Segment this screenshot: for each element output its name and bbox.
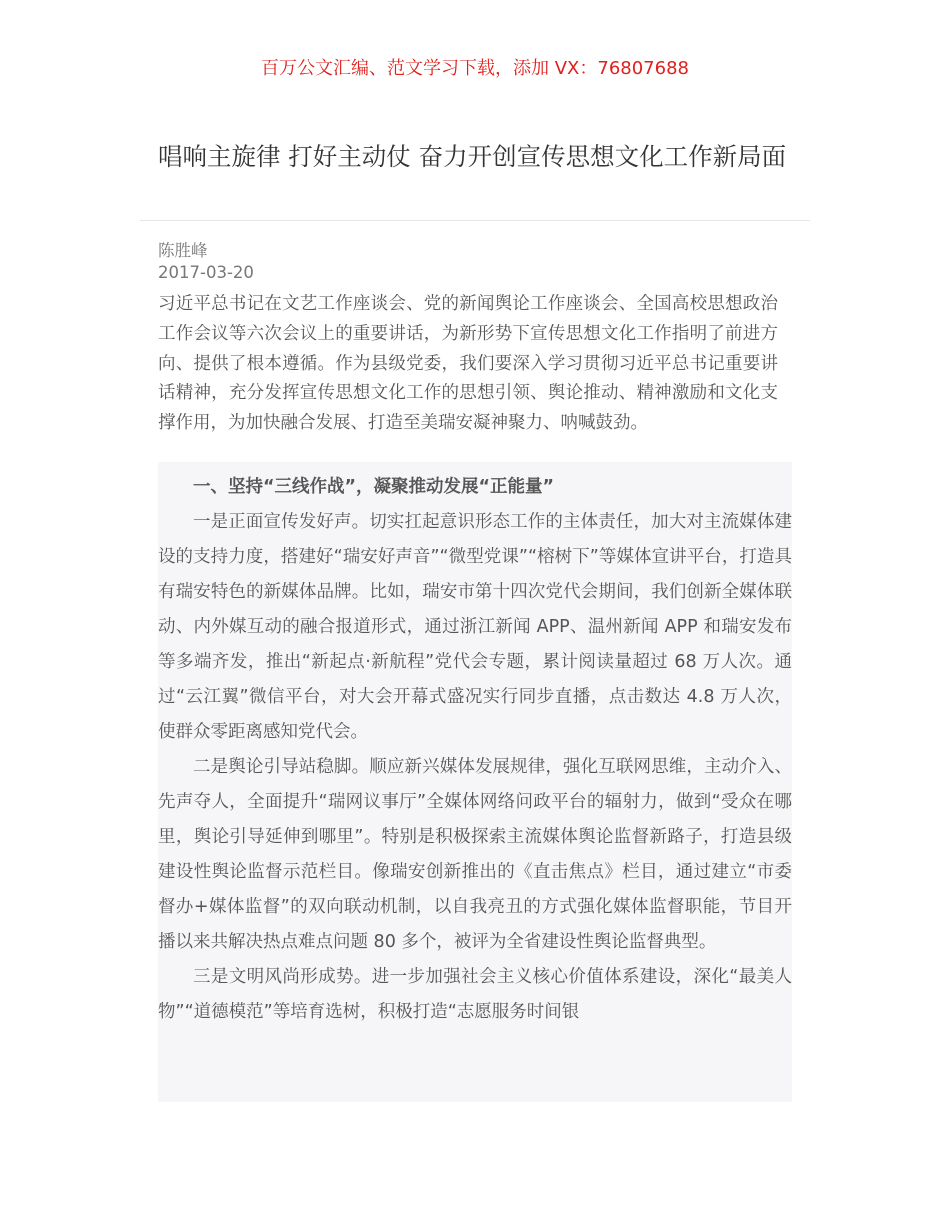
article-title: 唱响主旋律 打好主动仗 奋力开创宣传思想文化工作新局面	[158, 142, 787, 171]
article-lead-paragraph: 习近平总书记在文艺工作座谈会、党的新闻舆论工作座谈会、全国高校思想政治工作会议等六次会议上的重要讲话，为新形势下宣传思想文化工作指明了前进方向、提供了根本遵循。作为县级党委，我们要深入学习贯彻习近平总书记重要讲话精神，充分发挥宣传思想文化工作的思想引领、舆论推动、精神激励和文化支撑作用，为加快融合发展、打造至美瑞安凝神聚力、呐喊鼓劲。	[158, 294, 778, 434]
article-author: 陈胜峰	[158, 241, 208, 260]
article-date: 2017-03-20	[158, 263, 254, 282]
body-paragraph: 三是文明风尚形成势。进一步加强社会主义核心价值体系建设，深化“最美人物”“道德模范”等培育选树，积极打造“志愿服务时间银	[158, 967, 792, 1022]
article-body	[158, 462, 792, 1102]
body-paragraph: 二是舆论引导站稳脚。顺应新兴媒体发展规律，强化互联网思维，主动介入、先声夺人，全面提升“瑞网议事厅”全媒体网络问政平台的辐射力，做到“受众在哪里，舆论引导延伸到哪里”。特别是积极探索主流媒体舆论监督新路子，打造县级建设性舆论监督示范栏目。像瑞安创新推出的《直击焦点》栏目，通过建立“市委督办+媒体监督”的双向联动机制，以自我亮丑的方式强化媒体监督职能，节目开播以来共解决热点难点问题 80 多个，被评为全省建设性舆论监督典型。	[158, 757, 792, 952]
body-paragraph: 一是正面宣传发好声。切实扛起意识形态工作的主体责任，加大对主流媒体建设的支持力度，搭建好“瑞安好声音”“微型党课”“榕树下”等媒体宣讲平台，打造具有瑞安特色的新媒体品牌。比如，瑞安市第十四次党代会期间，我们创新全媒体联动、内外媒互动的融合报道形式，通过浙江新闻 APP、温州新闻 APP 和瑞安发布等多端齐发，推出“新起点·新航程”党代会专题，累计阅读量超过 68 万人次。通过“云江翼”微信平台，对大会开幕式盛况实行同步直播，点击数达 4.8 万人次，使群众零距离感知党代会。	[158, 512, 792, 742]
title-divider	[140, 220, 810, 221]
promo-banner: 百万公文汇编、范文学习下载，添加 VX：76807688	[261, 58, 689, 79]
section-heading: 一、坚持“三线作战”，凝聚推动发展“正能量”	[193, 477, 555, 497]
